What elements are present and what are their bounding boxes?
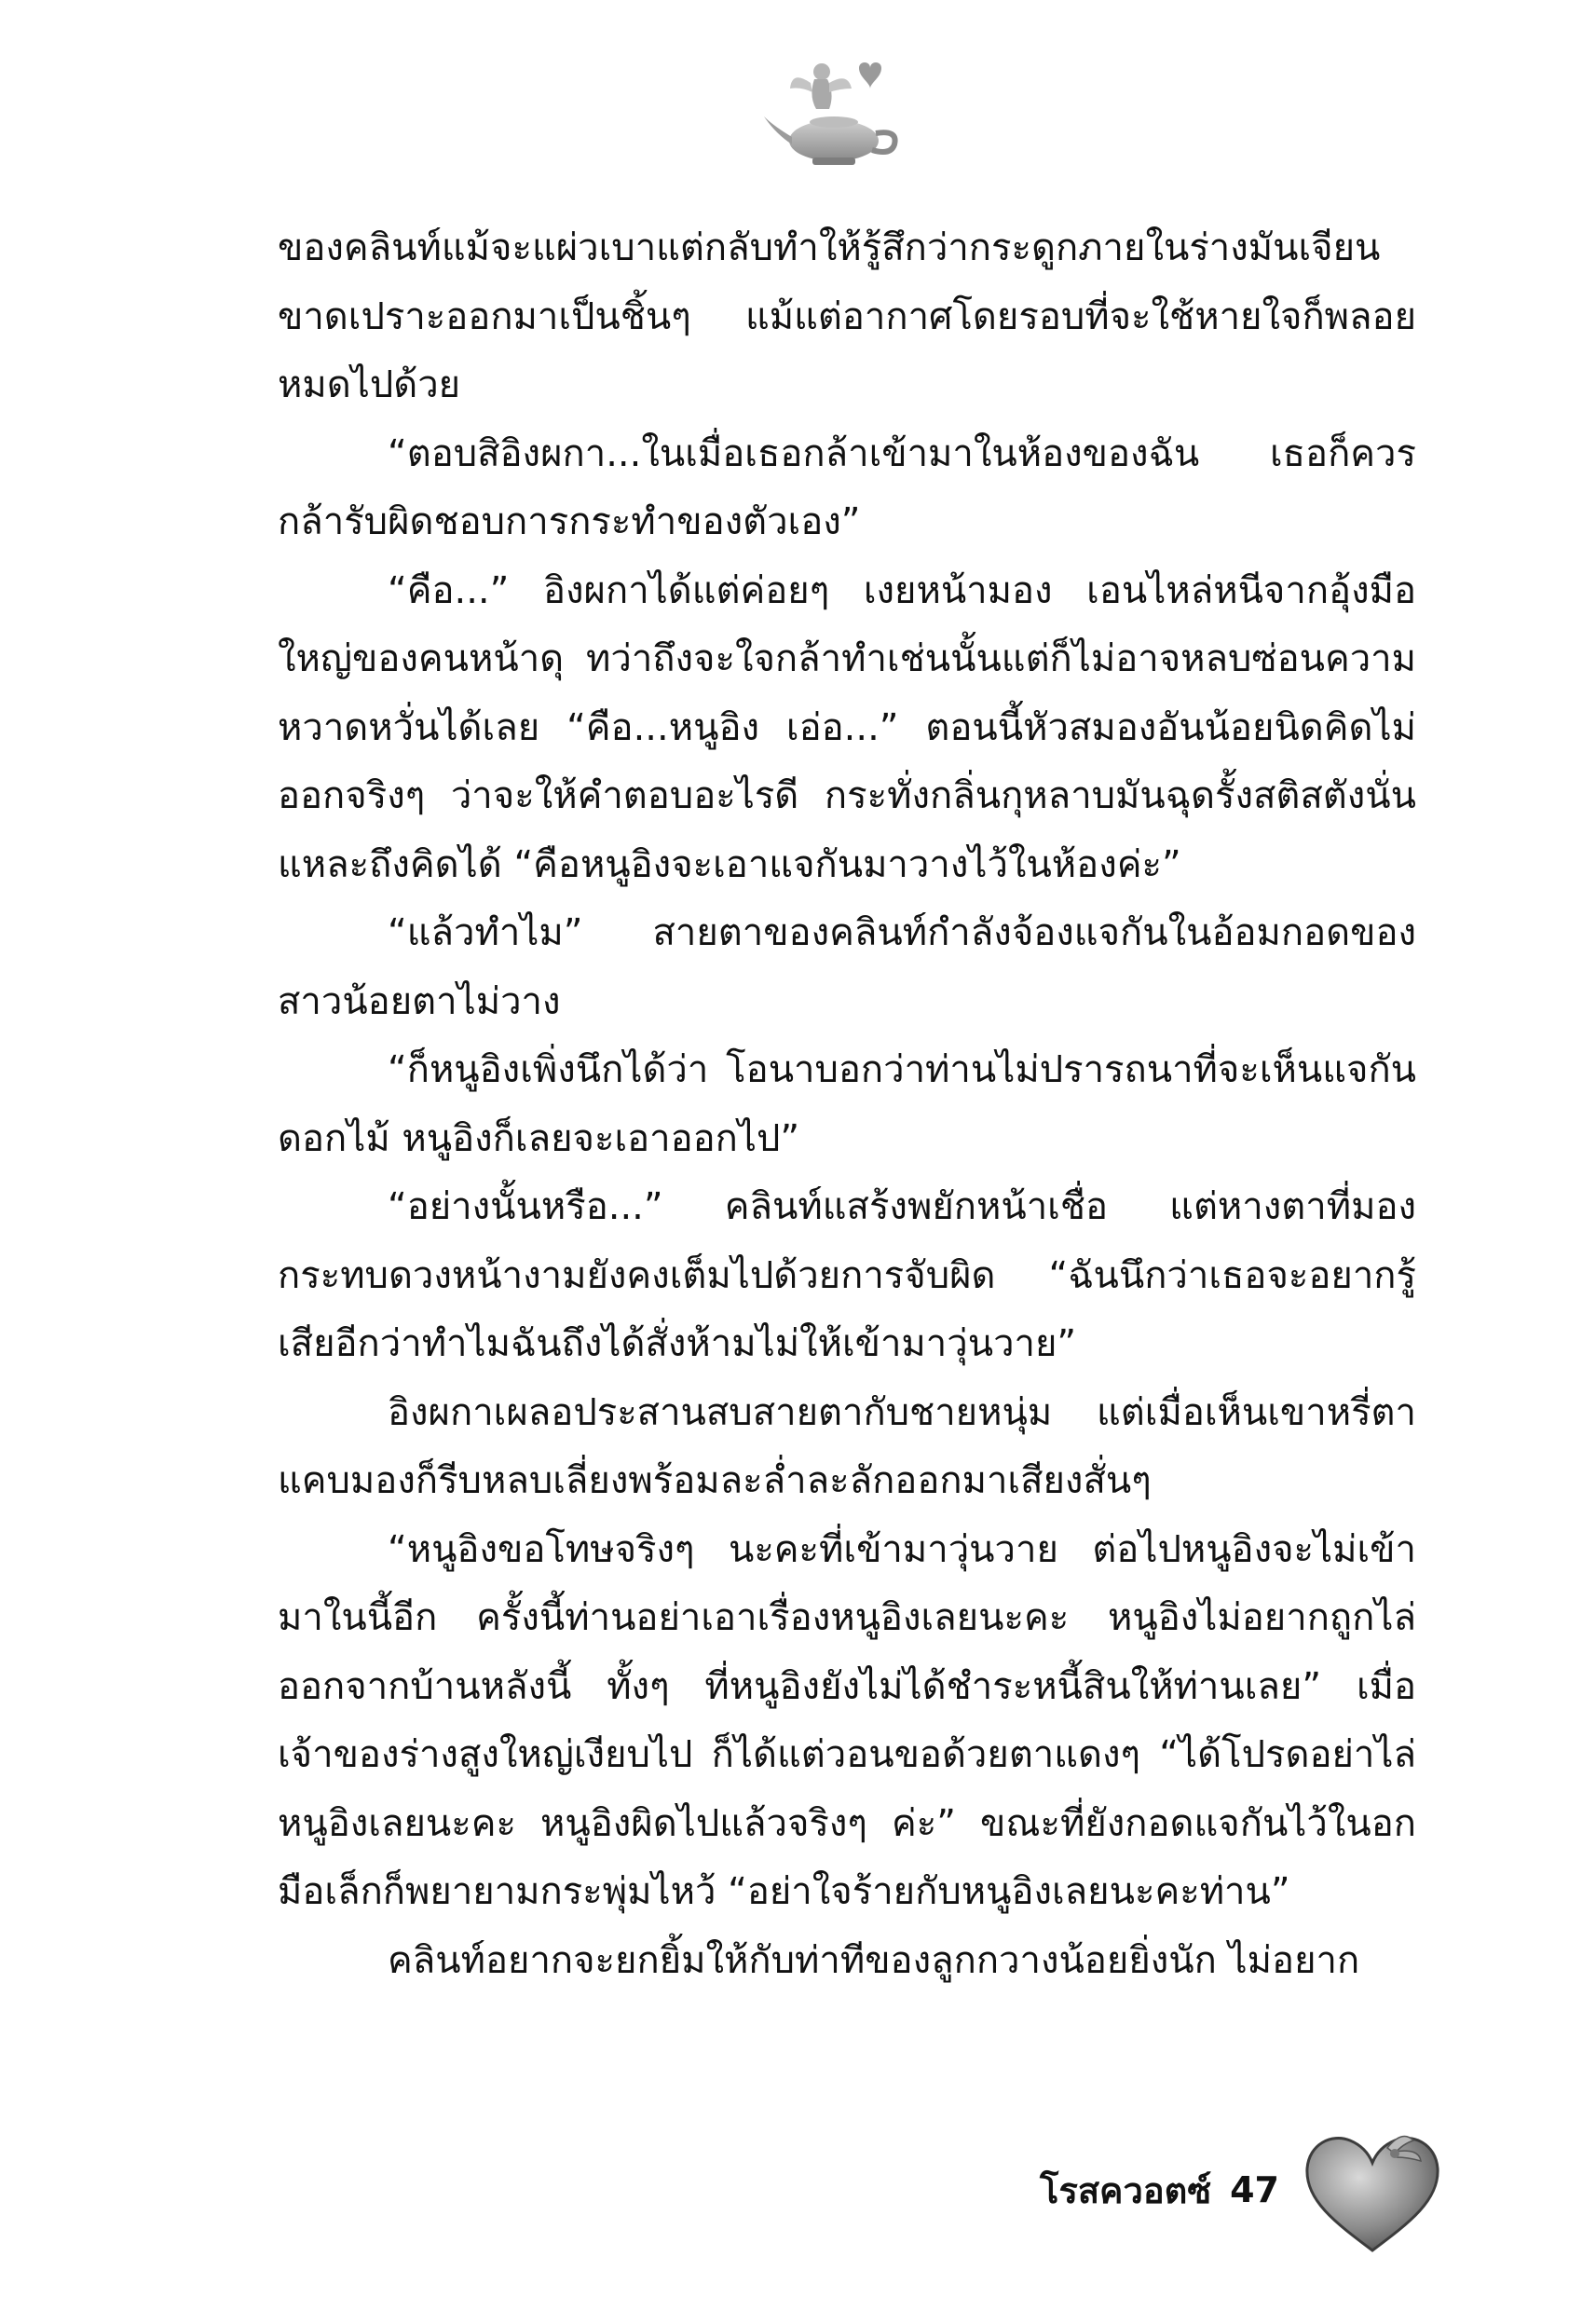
paragraph: คลินท์อยากจะยกยิ้มให้กับท่าทีของลูกกวางน้อยยิ่งนัก ไม่อยาก — [388, 1938, 1360, 1982]
heart-box-ornament-icon — [1298, 2120, 1447, 2260]
paragraph: “แล้วทำไม” สายตาของคลินท์กำลังจ้องแจกันในอ้อมกอดของสาวน้อยตาไม่วาง — [278, 911, 1416, 1023]
cupid-teapot-ornament-icon — [755, 51, 913, 172]
paragraph: “ตอบสิอิงผกา...ในเมื่อเธอกล้าเข้ามาในห้องของฉัน เธอก็ควรกล้ารับผิดชอบการกระทำของตัวเอง” — [278, 431, 1416, 543]
paragraph: “ก็หนูอิงเพิ่งนึกได้ว่า โอนาบอกว่าท่านไม่ปรารถนาที่จะเห็นแจกันดอกไม้ หนูอิงก็เลยจะเอาออกไป” — [278, 1048, 1416, 1160]
book-title: โรสควอตซ์ — [1040, 2169, 1212, 2211]
page-footer — [1040, 2153, 1447, 2227]
paragraph: อิงผกาเผลอประสานสบสายตากับชายหนุ่ม แต่เมื่อเห็นเขาหรี่ตาแคบมองก็รีบหลบเลี่ยงพร้อมละล่ำละลักออกมาเสียงสั่นๆ — [278, 1390, 1416, 1502]
paragraph: “หนูอิงขอโทษจริงๆ นะคะที่เข้ามาวุ่นวาย ต่อไปหนูอิงจะไม่เข้ามาในนี้อีก ครั้งนี้ท่านอย่าเอาเรื่องหนูอิงเลยนะคะ หนูอิงไม่อยากถูกไล่ออกจากบ้านหลังนี้ ทั้งๆ ที่หนูอิงยังไม่ได้ชำระหนี้สินให้ท่านเลย” เมื่อเจ้าของร่างสูงใหญ่เงียบไป ก็ได้แต่วอนขอด้วยตาแดงๆ “ได้โปรดอย่าไล่หนูอิงเลยนะคะ หนูอิงผิดไปแล้วจริงๆ ค่ะ” ขณะที่ยังกอดแจกันไว้ในอกมือเล็กก็พยายามกระพุ่มไหว้ “อย่าใจร้ายกับหนูอิงเลยนะคะท่าน” — [278, 1527, 1416, 1913]
paragraph: ของคลินท์แม้จะแผ่วเบาแต่กลับทำให้รู้สึกว่ากระดูกภายในร่างมันเจียนขาดเปราะออกมาเป็นชิ้นๆ แม้แต่อากาศโดยรอบที่จะใช้หายใจก็พลอยหมดไปด้วย — [278, 226, 1416, 406]
page-number: 47 — [1230, 2169, 1279, 2210]
paragraph: “คือ...” อิงผกาได้แต่ค่อยๆ เงยหน้ามอง เอนไหล่หนีจากอุ้งมือใหญ่ของคนหน้าดุ ทว่าถึงจะใจกล้าทำเช่นนั้นแต่ก็ไม่อาจหลบซ่อนความหวาดหวั่นได้เลย “คือ...หนูอิง เอ่อ...” ตอนนี้หัวสมองอันน้อยนิดคิดไม่ออกจริงๆ ว่าจะให้คำตอบอะไรดี กระทั่งกลิ่นกุหลาบมันฉุดรั้งสติสตังนั่นแหละถึงคิดได้ “คือหนูอิงจะเอาแจกันมาวางไว้ในห้องค่ะ” — [278, 568, 1416, 886]
body-text — [278, 214, 1416, 1995]
paragraph: “อย่างนั้นหรือ...” คลินท์แสร้งพยักหน้าเชื่อ แต่หางตาที่มองกระทบดวงหน้างามยังคงเต็มไปด้วยการจับผิด “ฉันนึกว่าเธอจะอยากรู้เสียอีกว่าทำไมฉันถึงได้สั่งห้ามไม่ให้เข้ามาวุ่นวาย” — [278, 1185, 1416, 1365]
